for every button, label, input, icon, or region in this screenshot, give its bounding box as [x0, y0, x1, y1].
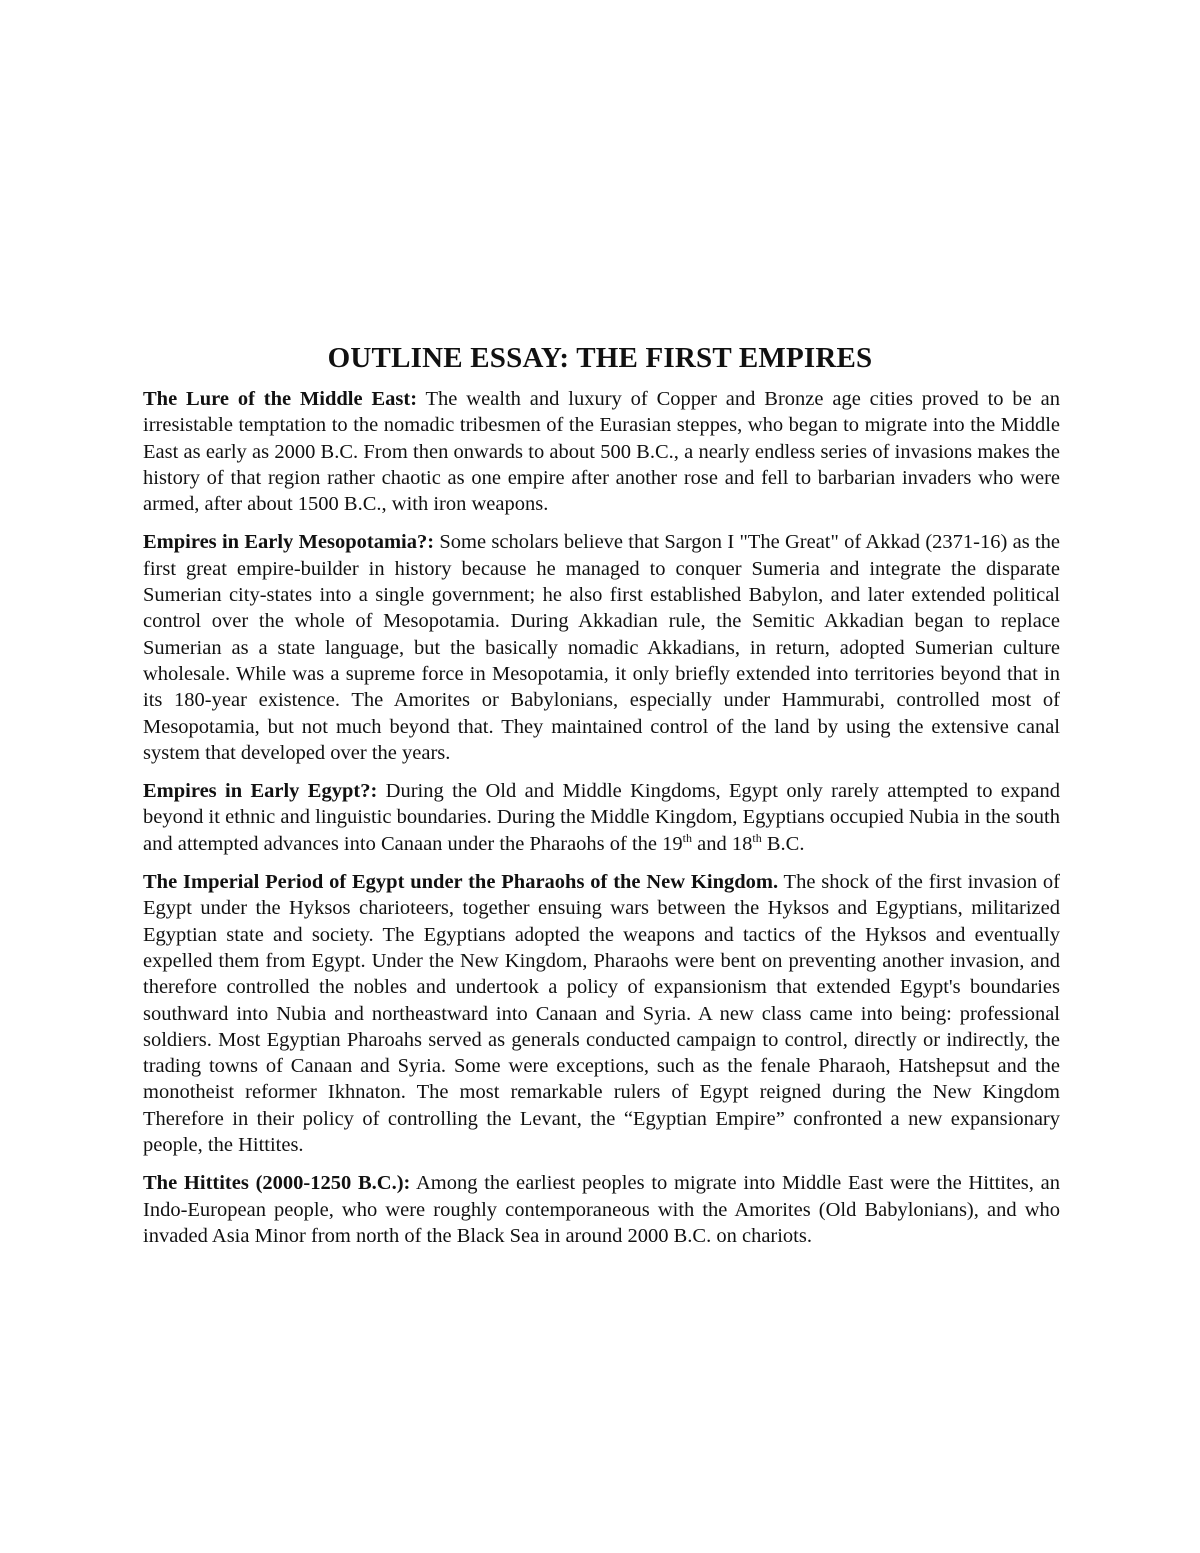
paragraph-imperial-egypt [143, 869, 1060, 1158]
paragraph-early-egypt [143, 778, 1060, 857]
page-title: OUTLINE ESSAY: THE FIRST EMPIRES [327, 342, 873, 374]
section-text: B.C. [761, 832, 805, 855]
section-heading: The Lure of the Middle East: [143, 388, 418, 410]
section-text: Some scholars believe that Sargon I "The Great" of Akkad (2371-16) as the first great empire-builder in history because he managed to conquer Sumeria and integrate the disparate Sumerian city-states into a single government; he also first established Babylon, and later extended political control over the whole of Mesopotamia. During Akkadian rule, the Semitic Akkadian began to replace Sumerian as a state language, but the basically nomadic Akkadians, in return, adopted Sumerian culture wholesale. While was a supreme force in Mesopotamia, it only briefly extended into territories beyond that in its 180-year existence. The Amorites or Babylonians, especially under Hammurabi, controlled most of Mesopotamia, but not much beyond that. They maintained control of the land by using the extensive canal system that developed over the years. [143, 531, 1061, 764]
section-heading: Empires in Early Egypt?: [143, 780, 378, 803]
paragraph-lure-of-middle-east [143, 386, 1060, 517]
section-text: The shock of the first invasion of Egypt under the Hyksos charioteers, together ensuing wars between the Hyksos and Egyptians, militarized Egyptian state and society. The Egyptians adopted the weapons and tactics of the Hyksos and eventually expelled them from Egypt. Under the New Kingdom, Pharaohs were bent on preventing another invasion, and therefore controlled the nobles and undertook a policy of expansionism that extended Egypt's boundaries southward into Nubia and northeastward into Canaan and Syria. A new class came into being: professional soldiers. Most Egyptian Pharoahs served as generals conducted campaign to control, directly or indirectly, the trading towns of Canaan and Syria. Some were exceptions, such as the fenale Pharaoh, Hatshepsut and the monotheist reformer Ikhnaton. The most remarkable rulers of Egypt reigned during the New Kingdom Therefore in their policy of controlling the Levant, the “Egyptian Empire” confronted a new expansionary people, the Hittites. [143, 871, 1061, 1157]
section-heading: The Imperial Period of Egypt under the Pharaohs of the New Kingdom. [143, 871, 779, 894]
superscript-suffix: th [682, 830, 693, 845]
paragraph-hittites [143, 1170, 1060, 1249]
superscript-suffix: th [752, 830, 762, 845]
section-text: and 18 [692, 832, 753, 855]
section-text: The wealth and luxury of Copper and Bronze age cities proved to be an irresistable temptation to the nomadic tribesmen of the Eurasian steppes, who began to migrate into the Middle East as early as 2000 B.C. From then onwards to about 500 B.C., a nearly endless series of invasions makes the history of that region rather chaotic as one empire after another rose and fell to barbarian invaders who were armed, after about 1500 B.C., with iron weapons. [143, 388, 1060, 516]
paragraph-early-mesopotamia [143, 529, 1060, 766]
essay-body [143, 386, 1060, 1261]
section-text: During the Old and Middle Kingdoms, Egypt only rarely attempted to expand beyond it ethnic and linguistic boundaries. During the Middle Kingdom, Egyptians occupied Nubia in the south and attempted advances into Canaan under the Pharaohs of the 19 [143, 780, 1060, 855]
section-heading: The Hittites (2000-1250 B.C.): [143, 1172, 411, 1195]
section-heading: Empires in Early Mesopotamia?: [143, 531, 435, 554]
section-text: Among the earliest peoples to migrate into Middle East were the Hittites, an Indo-European people, who were roughly contemporaneous with the Amorites (Old Babylonians), and who invaded Asia Minor from north of the Black Sea in around 2000 B.C. on chariots. [143, 1172, 1060, 1247]
